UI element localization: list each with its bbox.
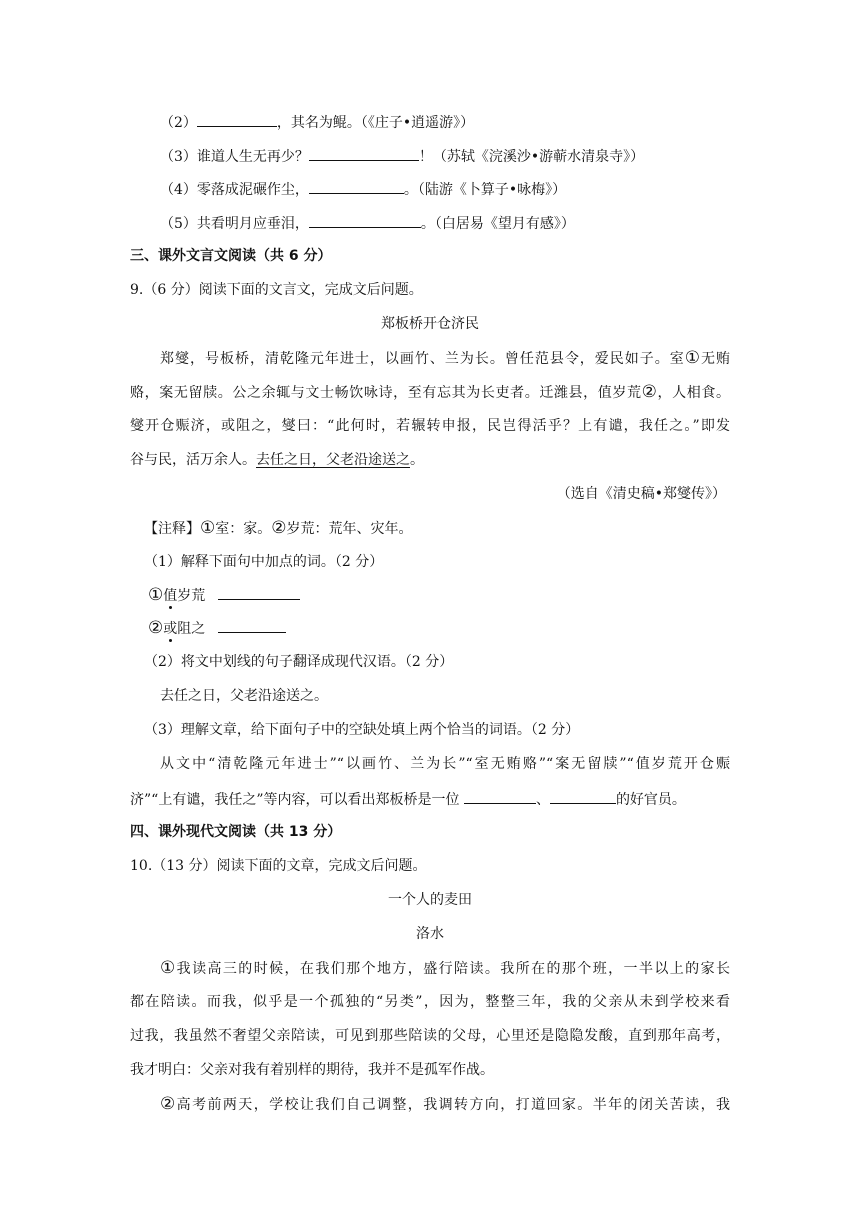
q4-prompt: （4）零落成泥碾作尘， (160, 182, 309, 198)
passage-text: 我读高三的时候，在我们那个地方，盛行陪读。我所在的那个班，一半以上的家长 (176, 961, 730, 977)
q9-sub2: （2）将文中划线的句子翻译成现代汉语。（2 分） (144, 654, 454, 670)
q3-prompt: （3）谁道人生无再少？ (160, 149, 309, 165)
poem-q5 (160, 212, 575, 234)
q10-author: 洛水 (416, 926, 444, 942)
q2-number: （2） (160, 115, 197, 131)
q10-passage-title: 一个人的麦田 (388, 892, 472, 908)
section4-heading: 四、课外现代文阅读（共 13 分） (130, 824, 342, 840)
q9-source: （选自《清史稿•郑燮传》） (556, 486, 726, 502)
note-1-text: 室：家。 (215, 521, 272, 537)
passage-text: 谷与民，活万余人。 (130, 452, 256, 468)
item-marker: ① (148, 585, 164, 605)
dotted-word: 或 (163, 621, 178, 637)
passage-text: ，人相食。 (657, 385, 730, 401)
note-marker-1: ① (200, 518, 216, 538)
q4-source: 。（陆游《卜算子•咏梅》） (403, 182, 567, 198)
q2-source: ，其名为鲲。（《庄子•逍遥游》） (276, 115, 475, 131)
q10-p1-line4: 我才明白：父亲对我有着别样的期待，我并不是孤军作战。 (130, 1062, 494, 1078)
poem-q2 (160, 111, 474, 133)
paragraph-marker-2: ② (160, 1094, 177, 1114)
passage-text: 高考前两天，学校让我们自己调整，我调转方向，打道回家。半年的闭关苦读，我 (176, 1097, 730, 1113)
sub3-answer-blank-1[interactable] (464, 788, 536, 804)
q9-sub3-line1: 从文中“清乾隆元年进士”“以画竹、兰为长”“室无贿赂”“案无留牍”“值岁荒开仓赈 (160, 756, 730, 772)
sub1-a-answer-blank[interactable] (218, 584, 300, 600)
q10-intro: 10.（13 分）阅读下面的文章，完成文后问题。 (130, 858, 427, 874)
q9-sub3: （3）理解文章，给下面句子中的空缺处填上两个恰当的词语。（2 分） (144, 722, 580, 738)
q10-p1-line3: 过我，我虽然不奢望父亲陪读，可见到那些陪读的父母，心里还是隐隐发酸，直到那年高考， (130, 1028, 730, 1044)
q9-notes (144, 518, 413, 539)
q10-p1-line1 (160, 958, 730, 979)
underlined-sentence: 去任之日，父老沿途送之 (256, 452, 410, 468)
q5-prompt: （5）共看明月应垂泪， (160, 216, 309, 232)
passage-text: 无贿 (701, 351, 730, 367)
q9-sub3-line2 (130, 788, 686, 810)
section3-heading: 三、课外文言文阅读（共 6 分） (130, 248, 332, 264)
q10-p2-line1 (160, 1094, 730, 1115)
q9-passage-line2 (130, 382, 730, 403)
q9-sub2-sentence: 去任之日，父老沿途送之。 (160, 688, 328, 704)
phrase-text: 阻之 (177, 621, 206, 637)
q10-p1-line2: 都在陪读。而我，似乎是一个孤独的“另类”，因为，整整三年，我的父亲从未到学校来看 (130, 994, 730, 1010)
q5-source: 。（白居易《望月有感》） (420, 216, 575, 232)
paragraph-marker-1: ① (160, 958, 177, 978)
sub1-b-answer-blank[interactable] (218, 617, 286, 633)
sub3-text: 的好官员。 (615, 792, 686, 808)
q3-source: ！（苏轼《浣溪沙•游蕲水清泉寺》） (418, 149, 645, 165)
q9-passage-title: 郑板桥开仓济民 (381, 316, 479, 332)
q5-answer-blank[interactable] (309, 212, 421, 228)
note-marker-2: ② (271, 518, 287, 538)
q9-sub1-b (148, 617, 286, 639)
q9-passage-line4 (130, 450, 424, 470)
q9-intro: 9.（6 分）阅读下面的文言文，完成文后问题。 (130, 282, 423, 298)
q9-sub1: （1）解释下面句中加点的词。（2 分） (144, 554, 384, 570)
q2-answer-blank[interactable] (197, 111, 277, 127)
q3-answer-blank[interactable] (309, 145, 419, 161)
sub3-answer-blank-2[interactable] (550, 788, 616, 804)
passage-text: 郑燮，号板桥，清乾隆元年进士，以画竹、兰为长。曾任范县令，爱民如子。室 (160, 351, 685, 367)
passage-text: 赂，案无留牍。公之余辄与文士畅饮咏诗，至有忘其为长吏者。迁潍县，值岁荒 (130, 385, 642, 401)
q9-sub1-a (148, 584, 300, 606)
note-marker-2: ② (641, 382, 658, 402)
notes-label: 【注释】 (144, 521, 200, 537)
item-marker: ② (148, 618, 164, 638)
sub3-text: 济”“上有谴，我任之”等内容，可以看出郑板桥是一位 (130, 792, 460, 808)
note-2-text: 岁荒：荒年、灾年。 (286, 521, 413, 537)
dotted-word: 值 (163, 588, 178, 604)
q9-passage-line1 (160, 348, 730, 369)
q4-answer-blank[interactable] (309, 178, 404, 194)
passage-text: 。 (410, 452, 424, 468)
phrase-text: 岁荒 (177, 588, 206, 604)
sub3-separator: 、 (535, 792, 550, 808)
poem-q3 (160, 145, 644, 167)
note-marker-1: ① (684, 348, 701, 368)
poem-q4 (160, 178, 566, 200)
q9-passage-line3: 燮开仓赈济，或阻之，燮曰：“此何时，若辗转申报，民岂得活乎？上有谴，我任之。”即发 (130, 418, 730, 434)
